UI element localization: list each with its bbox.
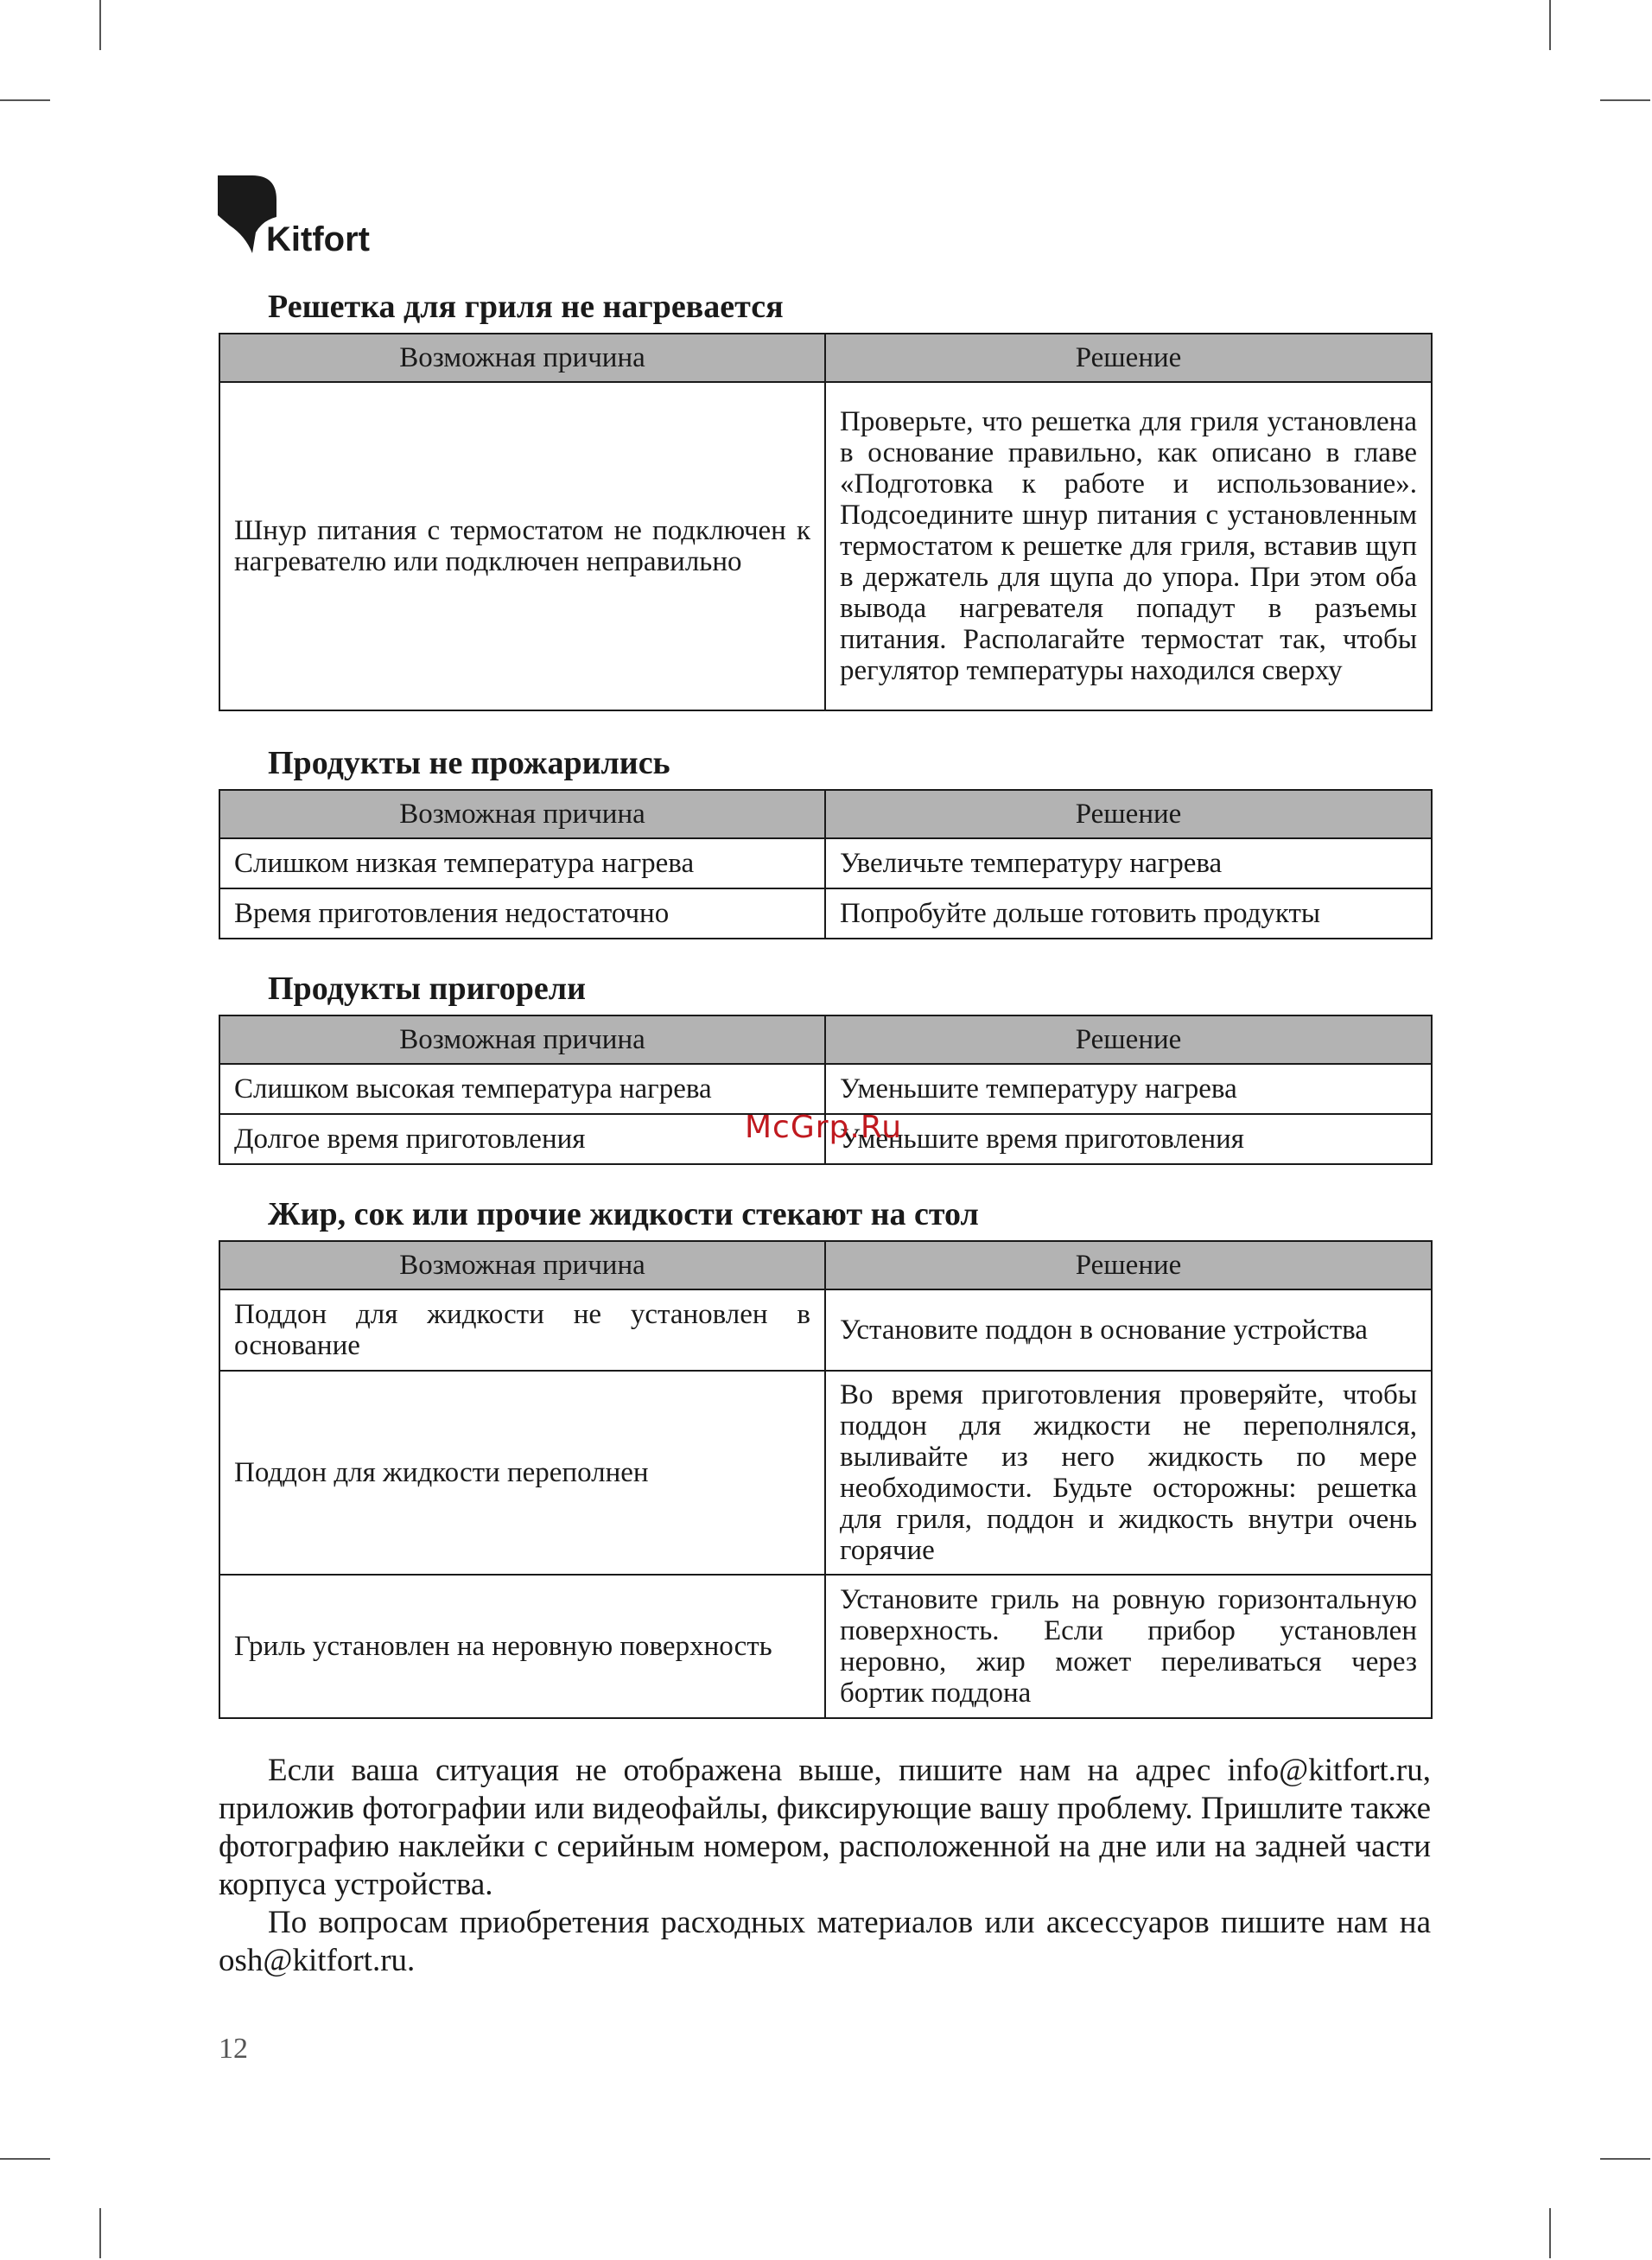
solution-cell: Проверьте, что решетка для гриля установлена в основание правильно, как описано в главе «Подготовка к работе и использование». Подсоедините шнур питания с установленным термостатом к решетке для гриля, вставив щуп в держатель для щупа до упора. При этом оба вывода нагревателя попадут в разъемы питания. Располагайте термостат так, чтобы регулятор температуры находился сверху	[825, 382, 1432, 710]
header-cause: Возможная причина	[219, 790, 825, 838]
solution-cell: Установите гриль на ровную горизонтальную поверхность. Если прибор установлен неровно, жир может переливаться через бортик поддона	[825, 1575, 1432, 1718]
crop-mark	[1549, 2208, 1551, 2258]
table-row	[219, 1371, 1432, 1575]
header-cause: Возможная причина	[219, 1015, 825, 1064]
troubleshooting-table	[219, 333, 1433, 711]
cause-cell: Поддон для жидкости переполнен	[219, 1371, 825, 1575]
header-cause: Возможная причина	[219, 334, 825, 382]
header-solution: Решение	[825, 1015, 1432, 1064]
crop-mark	[0, 2158, 50, 2160]
section-title: Жир, сок или прочие жидкости стекают на стол	[268, 1196, 979, 1232]
cause-cell: Слишком низкая температура нагрева	[219, 838, 825, 888]
cause-cell: Гриль установлен на неровную поверхность	[219, 1575, 825, 1718]
section-title: Продукты не прожарились	[268, 745, 670, 781]
section-not-cooked	[219, 744, 1431, 939]
table-row	[219, 838, 1432, 888]
crop-mark	[1600, 2158, 1650, 2160]
solution-cell: Попробуйте дольше готовить продукты	[825, 888, 1432, 939]
header-solution: Решение	[825, 790, 1432, 838]
page-number: 12	[219, 2033, 248, 2065]
header-cause: Возможная причина	[219, 1241, 825, 1289]
section-title: Решетка для гриля не нагревается	[268, 289, 784, 325]
paragraph: По вопросам приобретения расходных материалов или аксессуаров пишите нам на osh@kitfort.ru.	[219, 1905, 1431, 1978]
svg-text:Kitfort: Kitfort	[266, 220, 370, 258]
cause-cell: Шнур питания с термостатом не подключен к нагревателю или подключен неправильно	[219, 382, 825, 710]
section-title: Продукты пригорели	[268, 971, 586, 1007]
table-header-row	[219, 1015, 1432, 1064]
table-header-row	[219, 1241, 1432, 1289]
table-row	[219, 1575, 1432, 1718]
section-liquids-leak	[219, 1195, 1431, 1719]
table-row	[219, 382, 1432, 710]
kitfort-logo	[218, 175, 391, 262]
contact-text	[219, 1752, 1431, 1980]
table-row	[219, 1289, 1432, 1371]
solution-cell: Уменьшите время приготовления	[825, 1114, 1432, 1164]
solution-cell: Увеличьте температуру нагрева	[825, 838, 1432, 888]
crop-mark	[99, 2208, 101, 2258]
troubleshooting-table	[219, 1240, 1433, 1719]
watermark: McGrp.Ru	[745, 1110, 903, 1145]
solution-cell: Установите поддон в основание устройства	[825, 1289, 1432, 1371]
crop-mark	[0, 99, 50, 101]
cause-cell: Слишком высокая температура нагрева	[219, 1064, 825, 1114]
table-row	[219, 1064, 1432, 1114]
table-header-row	[219, 334, 1432, 382]
section-grill-not-heating	[219, 288, 1431, 711]
header-solution: Решение	[825, 334, 1432, 382]
header-solution: Решение	[825, 1241, 1432, 1289]
crop-mark	[1600, 99, 1650, 101]
cause-cell: Долгое время приготовления	[219, 1114, 825, 1164]
solution-cell: Во время приготовления проверяйте, чтобы поддон для жидкости не переполнялся, выливайте из него жидкость по мере необходимости. Будьте осторожны: решетка для гриля, поддон и жидкость внутри очень горячие	[825, 1371, 1432, 1575]
crop-mark	[1549, 0, 1551, 50]
table-row	[219, 888, 1432, 939]
crop-mark	[99, 0, 101, 50]
solution-cell: Уменьшите температуру нагрева	[825, 1064, 1432, 1114]
cause-cell: Поддон для жидкости не установлен в основание	[219, 1289, 825, 1371]
troubleshooting-table	[219, 789, 1433, 939]
paragraph: Если ваша ситуация не отображена выше, пишите нам на адрес info@kitfort.ru, приложив фотографии или видеофайлы, фиксирующие вашу проблему. Пришлите также фотографию наклейки с серийным номером, расположенной на дне или на задней части корпуса устройства.	[219, 1753, 1431, 1902]
table-header-row	[219, 790, 1432, 838]
cause-cell: Время приготовления недостаточно	[219, 888, 825, 939]
